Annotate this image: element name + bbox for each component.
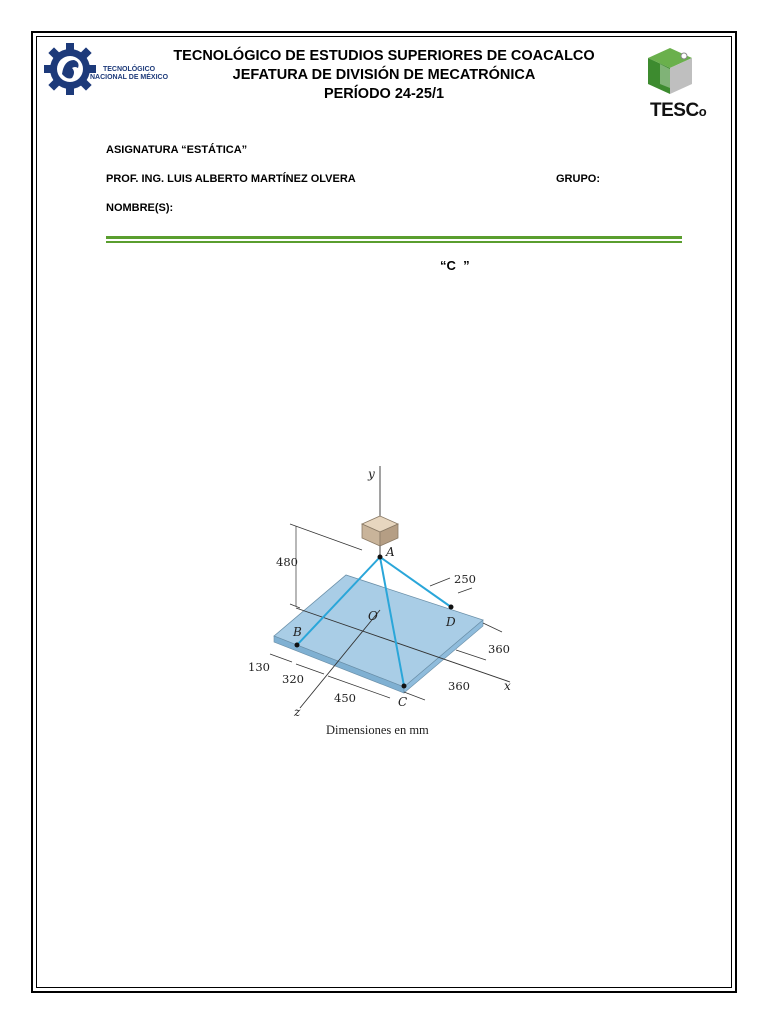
label-y: y — [368, 467, 375, 481]
point-A-marker — [378, 555, 383, 560]
tesco-logo-text — [650, 100, 706, 122]
problem-variant: “C ” — [440, 258, 470, 273]
support-block — [362, 516, 398, 546]
label-z: z — [294, 705, 301, 719]
point-D-marker — [449, 605, 454, 610]
dim-480: 480 — [276, 555, 298, 569]
dim-250: 250 — [454, 572, 476, 586]
label-A: A — [386, 545, 395, 559]
tecnm-logo-line1: TECNOLÓGICO — [102, 66, 156, 73]
dim-130: 130 — [248, 660, 270, 674]
label-B: B — [293, 625, 302, 639]
label-x: x — [504, 679, 511, 693]
tesco-logo-main: TESC — [650, 100, 699, 121]
group-label: GRUPO: — [556, 173, 600, 185]
plate-cable-diagram — [240, 460, 530, 750]
document-header — [130, 47, 638, 104]
statics-figure — [240, 460, 530, 750]
header-institution: TECNOLÓGICO DE ESTUDIOS SUPERIORES DE COACALCO — [173, 48, 595, 64]
header-rule-thin — [106, 241, 682, 243]
label-O: O — [368, 609, 378, 623]
dim-360-bottom: 360 — [448, 679, 470, 693]
figure-caption: Dimensiones en mm — [326, 723, 429, 737]
dim-360-right: 360 — [488, 642, 510, 656]
header-period: PERÍODO 24-25/1 — [323, 86, 445, 102]
tecnm-logo-line2: NACIONAL DE MÉXICO — [90, 74, 169, 81]
point-C-marker — [402, 684, 407, 689]
tesco-logo-small: o — [698, 104, 707, 119]
tesco-logo — [640, 44, 714, 124]
dim-450: 450 — [334, 691, 356, 705]
names-label: NOMBRE(S): — [106, 202, 174, 214]
plate — [274, 575, 483, 693]
header-division: JEFATURA DE DIVISIÓN DE MECATRÓNICA — [232, 67, 536, 83]
subject-label: ASIGNATURA “ESTÁTICA” — [106, 144, 248, 156]
label-D: D — [446, 615, 456, 629]
dim-320: 320 — [282, 672, 304, 686]
label-C: C — [398, 695, 408, 709]
header-rule-thick — [106, 236, 682, 239]
tesco-cube-icon — [640, 44, 700, 100]
professor-label: PROF. ING. LUIS ALBERTO MARTÍNEZ OLVERA — [106, 173, 356, 185]
point-B-marker — [295, 643, 300, 648]
